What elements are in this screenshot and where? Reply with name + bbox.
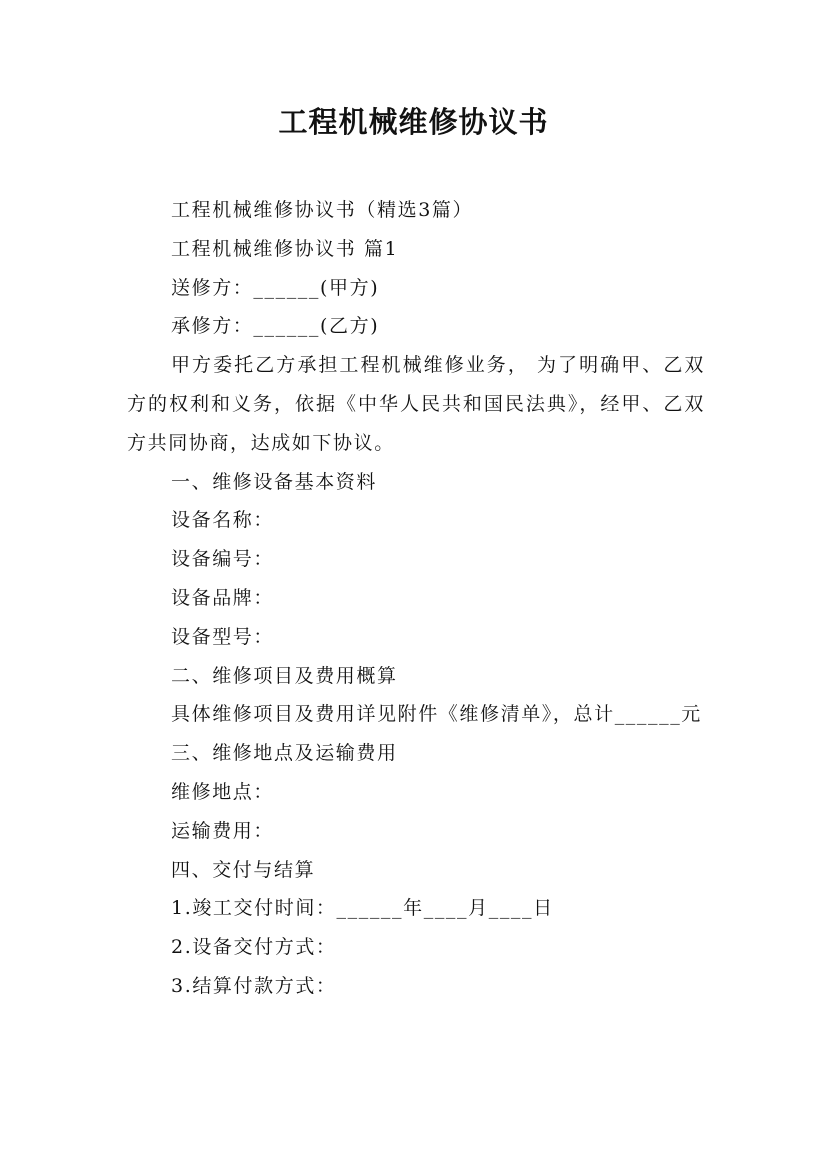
field-completion-date: 1.竣工交付时间：______年____月____日 [171, 897, 554, 920]
field-equipment-model: 设备型号： [171, 625, 275, 648]
field-equipment-number: 设备编号： [171, 548, 275, 571]
field-equipment-name: 设备名称： [171, 509, 275, 532]
paragraph-party-b: 承修方：______(乙方) [171, 315, 380, 338]
field-delivery-method: 2.设备交付方式： [171, 936, 337, 959]
field-payment-method: 3.结算付款方式： [171, 974, 337, 997]
section-heading-1: 一、维修设备基本资料 [171, 470, 378, 493]
document-title: 工程机械维修协议书 [278, 105, 549, 139]
paragraph-cost-total: 具体维修项目及费用详见附件《维修清单》，总计______元 [171, 703, 702, 726]
paragraph-preamble: 甲方委托乙方承担工程机械维修业务， 为了明确甲、乙双方的权利和义务，依据《中华人民共和国民法典》，经甲、乙双方共同协商，达成如下协议。 [127, 354, 705, 454]
document-body [127, 191, 705, 1006]
paragraph-subtitle: 工程机械维修协议书（精选3篇） [171, 199, 474, 221]
field-repair-location: 维修地点： [171, 780, 275, 803]
paragraph-part-heading: 工程机械维修协议书 篇1 [171, 237, 399, 260]
paragraph-party-a: 送修方：______(甲方) [171, 276, 380, 299]
field-transport-cost: 运输费用： [171, 819, 275, 842]
section-heading-2: 二、维修项目及费用概算 [171, 664, 398, 687]
section-heading-3: 三、维修地点及运输费用 [171, 742, 398, 765]
field-equipment-brand: 设备品牌： [171, 586, 275, 609]
section-heading-4: 四、交付与结算 [171, 858, 316, 881]
